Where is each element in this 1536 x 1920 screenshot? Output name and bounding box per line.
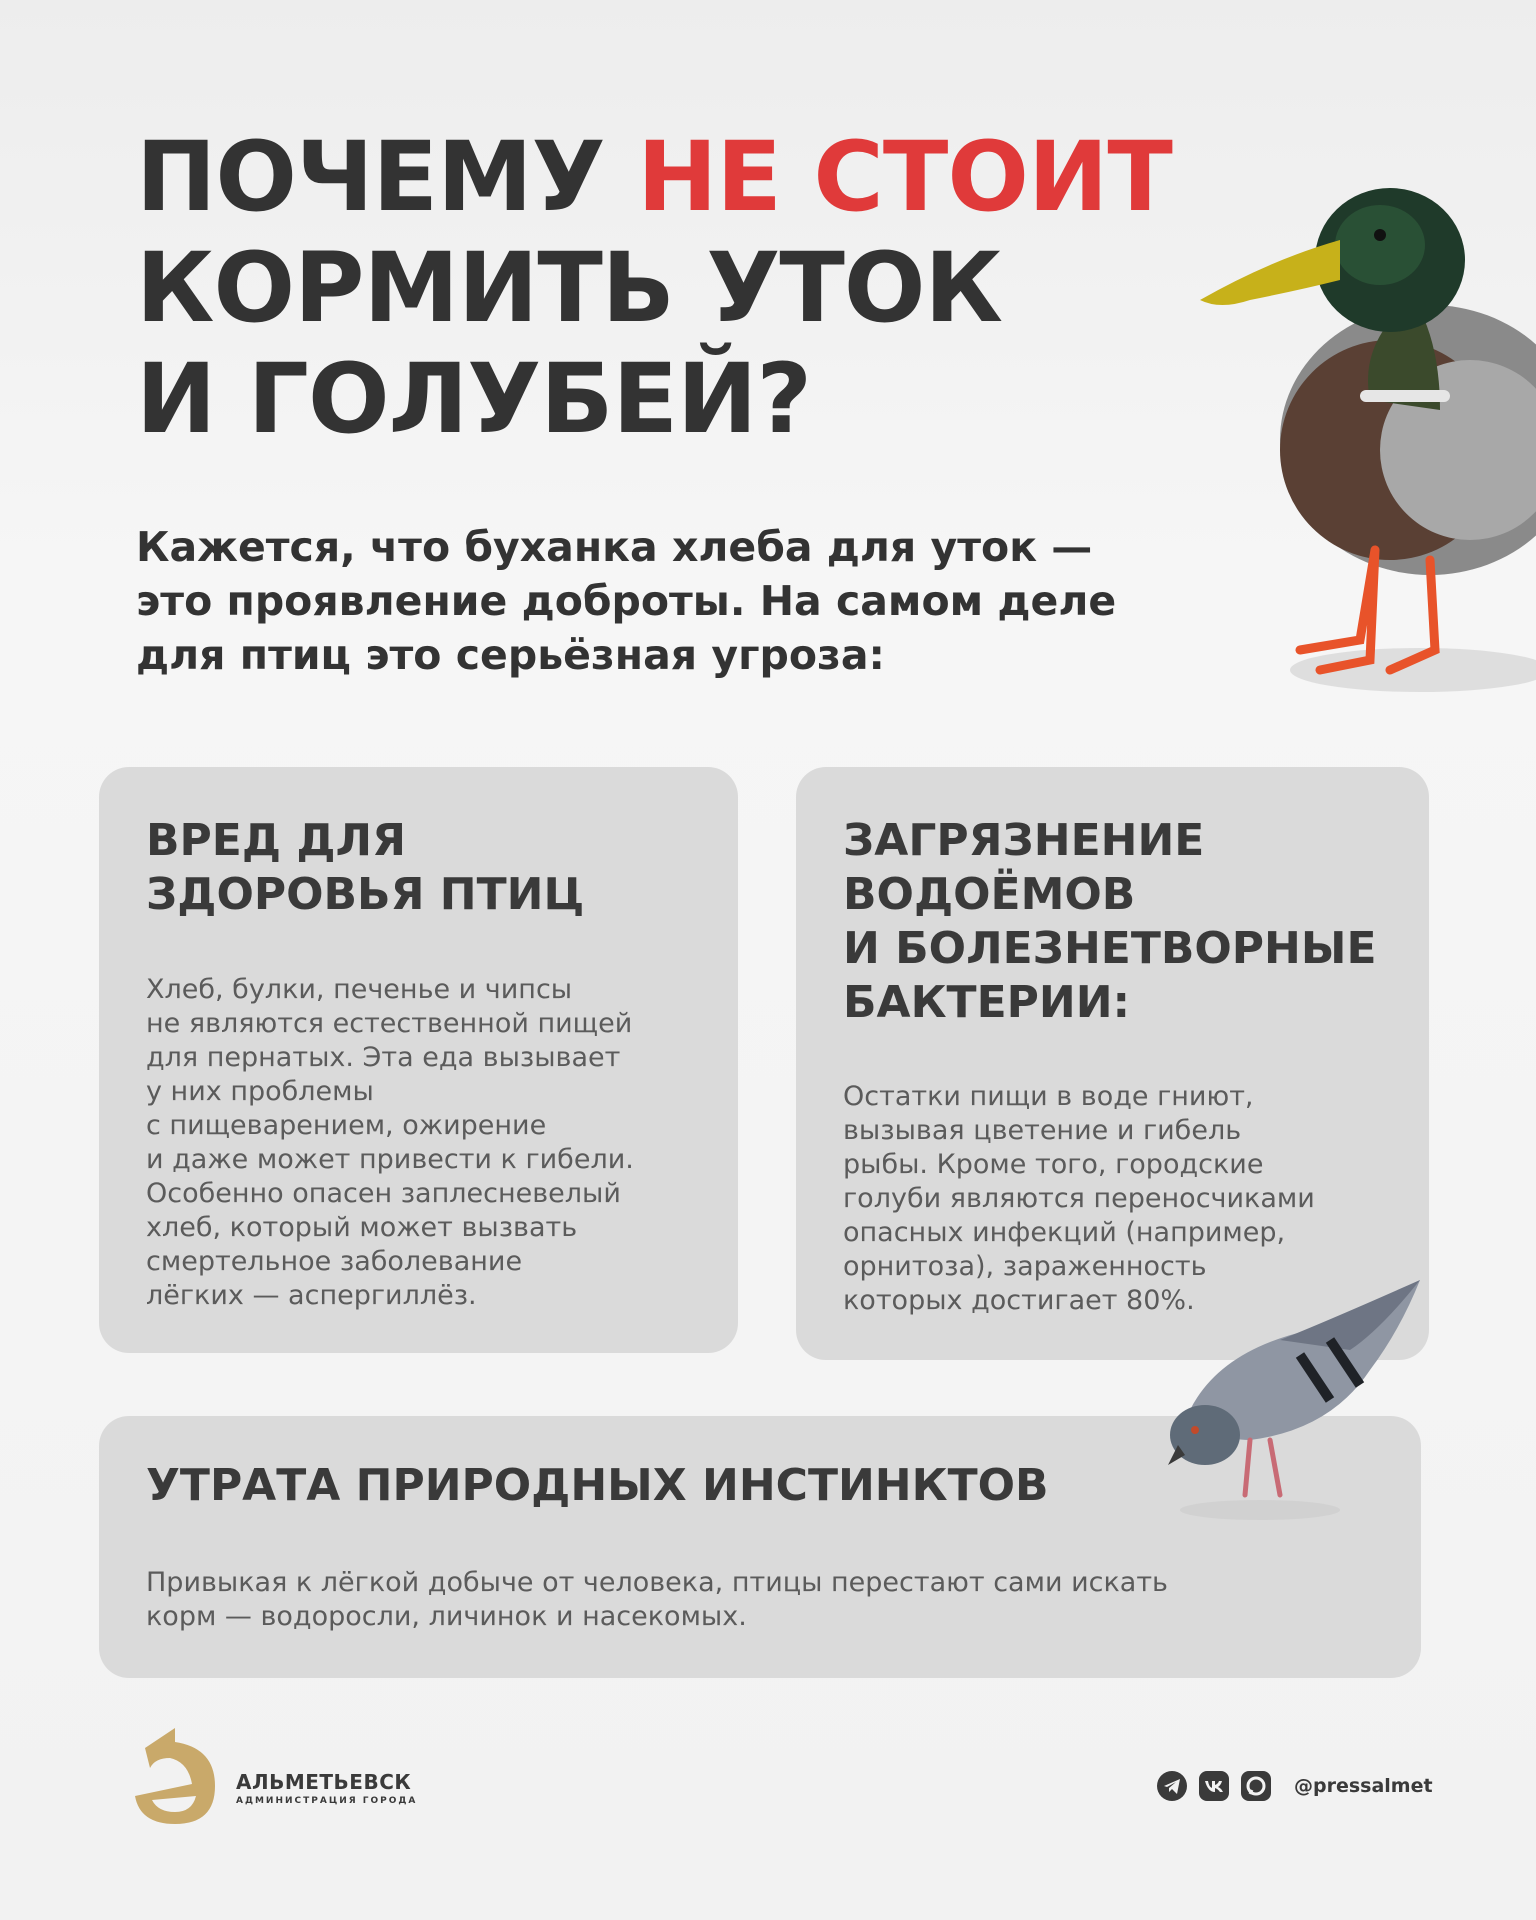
social-handle[interactable]: @pressalmet [1294, 1775, 1433, 1797]
vk-icon[interactable] [1198, 1770, 1230, 1802]
card-body: Остатки пищи в воде гниют, вызывая цветение и гибель рыбы. Кроме того, городские голуби являются переносчиками опасных инфекций (например, орнитоза), зараженность которых достигает 80%. [843, 1081, 1315, 1316]
brand-subtitle: АДМИНИСТРАЦИЯ ГОРОДА [236, 1796, 418, 1806]
card-title: ЗАГРЯЗНЕНИЕ ВОДОЁМОВ И БОЛЕЗНЕТВОРНЫЕ БАКТЕРИИ: [843, 815, 1377, 1028]
social-links [1156, 1770, 1433, 1802]
pigeon-illustration [1130, 1260, 1430, 1530]
brand-block [236, 1770, 417, 1806]
max-icon[interactable] [1240, 1770, 1272, 1802]
headline-highlight: НЕ СТОИТ [637, 121, 1172, 233]
telegram-icon[interactable] [1156, 1770, 1188, 1802]
almetyevsk-logo-icon [130, 1728, 220, 1824]
card-bird-health [99, 767, 738, 1353]
card-title: УТРАТА ПРИРОДНЫХ ИНСТИНКТОВ [146, 1460, 1049, 1511]
brand-name: АЛЬМЕТЬЕВСК [236, 1770, 412, 1794]
headline-part1: ПОЧЕМУ [136, 121, 638, 233]
headline-line2: КОРМИТЬ УТОК [136, 232, 1002, 344]
headline-line3: И ГОЛУБЕЙ? [136, 343, 812, 455]
card-body: Хлеб, булки, печенье и чипсы не являются естественной пищей для пернатых. Эта еда вызывает у них проблемы с пищеварением, ожирение и даже может привести к гибели. Особенно опасен заплесневелый хлеб, который может вызвать смертельное заболевание лёгких — аспергиллёз. [146, 974, 634, 1311]
card-body: Привыкая к лёгкой добыче от человека, птицы перестают сами искать корм — водоросли, личинок и насекомых. [146, 1567, 1168, 1632]
duck-illustration [1190, 150, 1536, 710]
lede-text: Кажется, что буханка хлеба для уток — это проявление доброты. На самом деле для птиц это серьёзная угроза: [136, 523, 1117, 679]
card-title: ВРЕД ДЛЯ ЗДОРОВЬЯ ПТИЦ [146, 815, 585, 920]
headline [136, 122, 1172, 455]
